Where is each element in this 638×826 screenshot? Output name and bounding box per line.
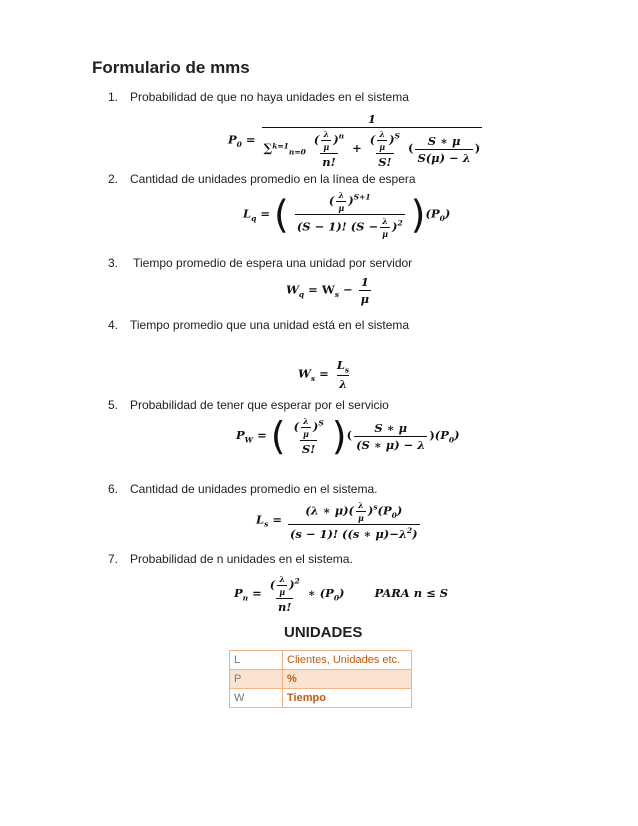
list-item: 4. Tiempo promedio que una unidad está en el sistema xyxy=(108,318,410,332)
formula-lq: $L_q$ = ( ( $\frac{\lambda}{\mu}$ )$^{S+1}$ (S − 1)! (S − $\frac{\lambda}{\mu}$ )$^2$ )$(P_0)$ xyxy=(243,190,451,239)
list-item: 7. Probabilidad de n unidades en el sistema. xyxy=(108,552,353,566)
table-row xyxy=(230,689,412,708)
list-item: 1. Probabilidad de que no haya unidades en el sistema xyxy=(108,90,409,104)
unit-value: % xyxy=(283,670,412,689)
unit-value: Tiempo xyxy=(283,689,412,708)
list-item: 5. Probabilidad de tener que esperar por el servicio xyxy=(108,398,389,412)
unit-value: Clientes, Unidades etc. xyxy=(283,651,412,670)
formula-pn: $P_n$ = ( $\frac{\lambda}{\mu}$ )$^2$ n! ∗ $(P_0)$ PARA n ≤ S xyxy=(234,574,449,614)
formula-ws: $W_s$ = $\frac{L_s}{\lambda}$ xyxy=(298,358,350,392)
unit-key: P xyxy=(230,670,283,689)
list-item: 2. Cantidad de unidades promedio en la línea de espera xyxy=(108,172,416,186)
unit-key: L xyxy=(230,651,283,670)
formula-ls: $L_s$ = (λ ∗ μ)( $\frac{\lambda}{\mu}$ )$^s(P_0)$ (s − 1)! ((s ∗ $\mu)-\lambda^2$) xyxy=(256,500,418,541)
formula-pw: $P_W$ = ( ( $\frac{\lambda}{\mu}$ )$^S$ S! )( $\frac{S ∗ \mu}{(S ∗ \mu) - \lambda}$ )$(P_0)$ xyxy=(236,414,460,458)
table-row xyxy=(230,651,412,670)
table-row xyxy=(230,670,412,689)
unit-key: W xyxy=(230,689,283,708)
list-item: 3. Tiempo promedio de espera una unidad por servidor xyxy=(108,256,413,270)
formula-wq: $W_q = W_s$ − $\frac{1}{\mu}$ xyxy=(286,275,370,306)
formula-p0: $P_0$ = 1 ∑$^{k=1}_{n=0}$ ( $\frac{\lambda}{\mu}$ )$^n$ n! + ( $\frac{\lambda}{\mu}$ )$^S$ S! ( $\frac{S ∗ \mu}{S(\mu) - \lambda}$ ) xyxy=(228,112,481,169)
page-title: Formulario de mms xyxy=(92,58,250,77)
list-item: 6. Cantidad de unidades promedio en el sistema. xyxy=(108,482,378,496)
units-table xyxy=(229,650,412,708)
units-title: UNIDADES xyxy=(284,624,363,641)
